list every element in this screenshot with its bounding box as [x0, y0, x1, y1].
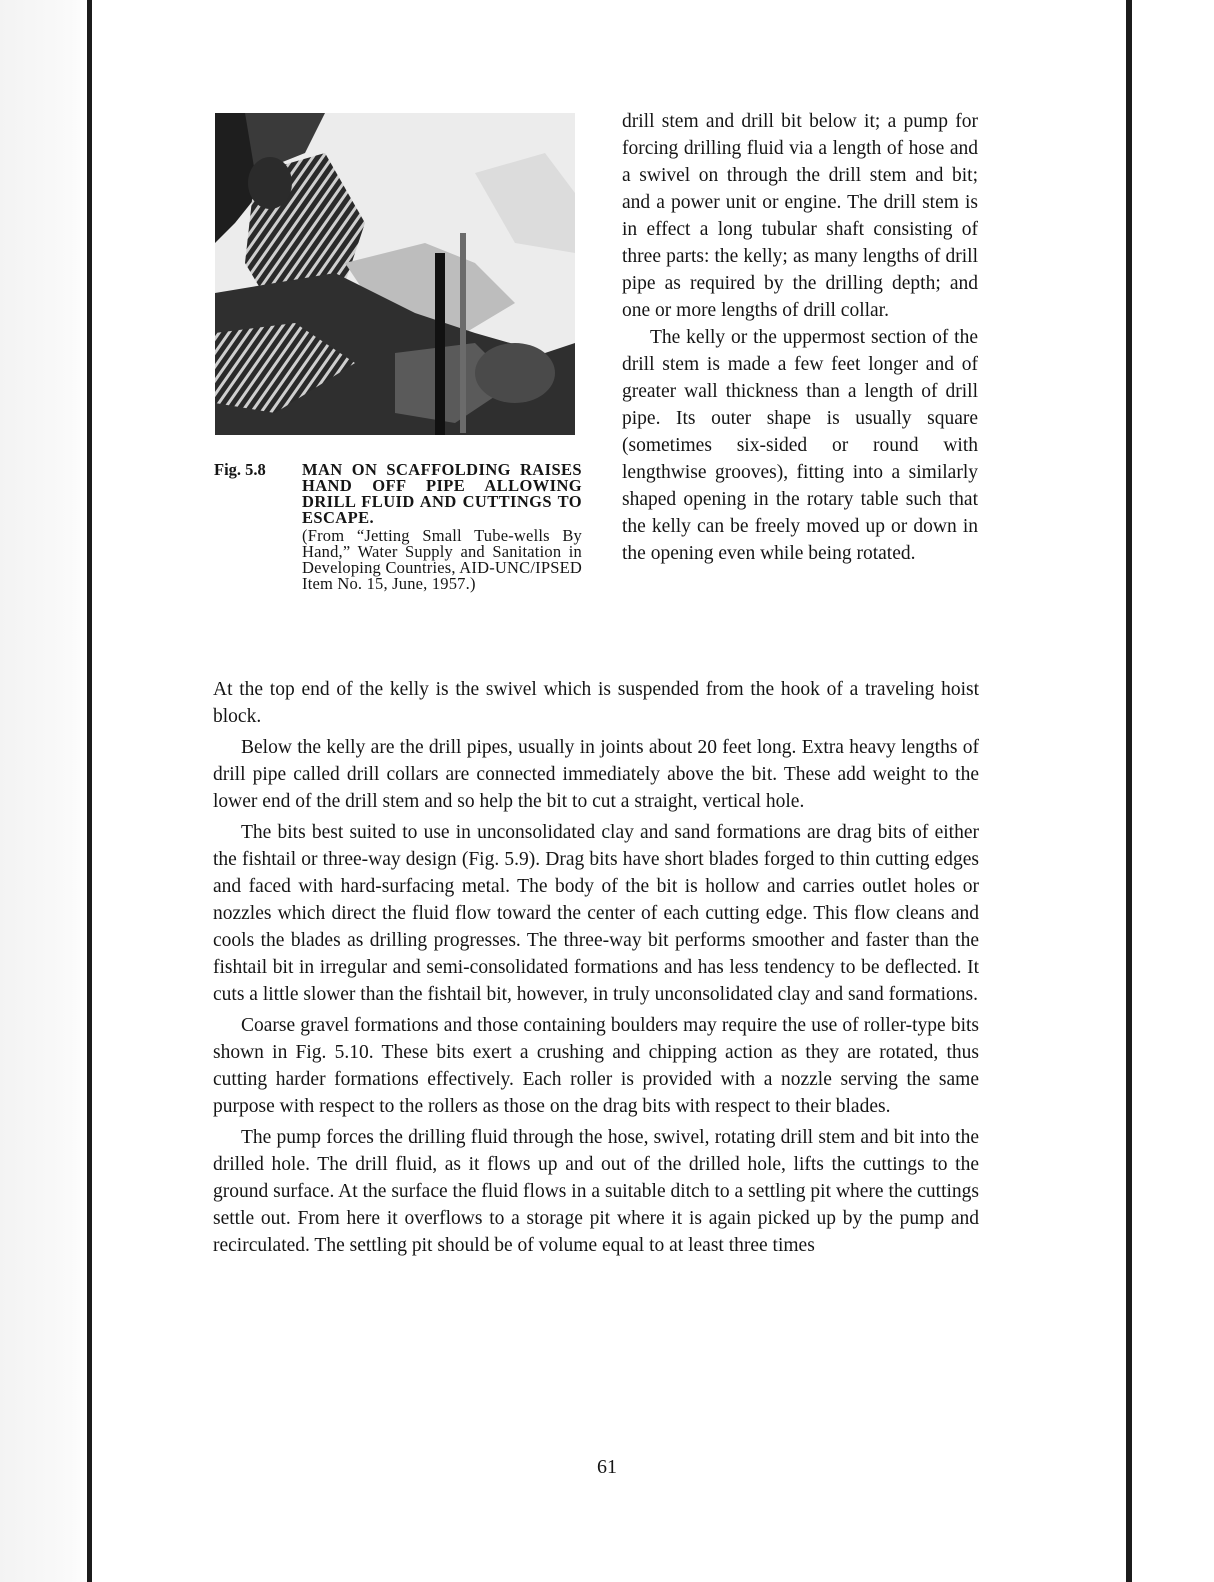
body-paragraph: Below the kelly are the drill pipes, usually in joints about 20 feet long. Extra heavy lengths of drill pipe called drill collars are connected immediately above the bit. These add weight to the lower end of the drill stem and so help the bit to cut a straight, vertical hole.: [213, 737, 979, 812]
column-paragraph: drill stem and drill bit below it; a pump for forcing drilling fluid via a length of hose and a swivel on through the drill stem and bit; and a power unit or engine. The drill stem is in effect a long tubular shaft consisting of three parts: the kelly; as many lengths of drill pipe as required by the drilling depth; and one or more lengths of drill collar.: [622, 111, 978, 321]
full-width-text: [213, 676, 979, 1259]
figure-source: (From “Jetting Small Tube-wells By Hand,” Water Supply and Sanitation in Developing Countries, AID-UNC/IPSED Item No. 15, June, 1957.): [302, 526, 582, 593]
body-paragraph: The pump forces the drilling fluid through the hose, swivel, rotating drill stem and bit into the drilled hole. The drill fluid, as it flows up and out of the drilled hole, lifts the cuttings to the ground surface. At the surface the fluid flows in a suitable ditch to a settling pit where the cuttings settle out. From here it overflows to a storage pit where it is again picked up by the pump and recirculated. The settling pit should be of volume equal to at least three times: [213, 1127, 979, 1256]
body-paragraph: The bits best suited to use in unconsolidated clay and sand formations are drag bits of either the fishtail or three-way design (Fig. 5.9). Drag bits have short blades forged to thin cutting edges and faced with hard-surfacing metal. The body of the bit is hollow and carries outlet holes or nozzles which direct the fluid flow toward the center of each cutting edge. This flow cleans and cools the blades as drilling progresses. The three-way bit performs smoother and faster than the fishtail bit in irregular and semi-consolidated formations and has less tendency to be deflected. It cuts a little slower than the fishtail bit, however, in truly unconsolidated clay and sand formations.: [213, 822, 979, 1005]
right-border-rule: [1126, 0, 1132, 1582]
figure-label: Fig. 5.8: [214, 460, 266, 479]
page-edge-shadow: [0, 0, 92, 1582]
left-border-rule: [87, 0, 92, 1582]
page-number: 61: [597, 1456, 617, 1478]
column-paragraph: The kelly or the uppermost section of the drill stem is made a few feet longer and of greater wall thickness than a length of drill pipe. Its outer shape is usually square (sometimes six-sided or round with lengthwise grooves), fitting into a similarly shaped opening in the rotary table such that the kelly can be freely moved up or down in the opening even while being rotated.: [622, 327, 978, 564]
body-paragraph: At the top end of the kelly is the swivel which is suspended from the hook of a traveling hoist block.: [213, 679, 979, 727]
right-column-text: [622, 108, 978, 567]
figure-title: MAN ON SCAFFOLDING RAISES HAND OFF PIPE ALLOWING DRILL FLUID AND CUTTINGS TO ESCAPE.: [302, 460, 582, 527]
man-on-scaffolding-photo: [215, 113, 575, 435]
body-paragraph: Coarse gravel formations and those containing boulders may require the use of roller-type bits shown in Fig. 5.10. These bits exert a crushing and chipping action as they are rotated, thus cutting harder formations effectively. Each roller is provided with a nozzle serving the same purpose with respect to the rollers as those on the drag bits with respect to their blades.: [213, 1015, 979, 1117]
